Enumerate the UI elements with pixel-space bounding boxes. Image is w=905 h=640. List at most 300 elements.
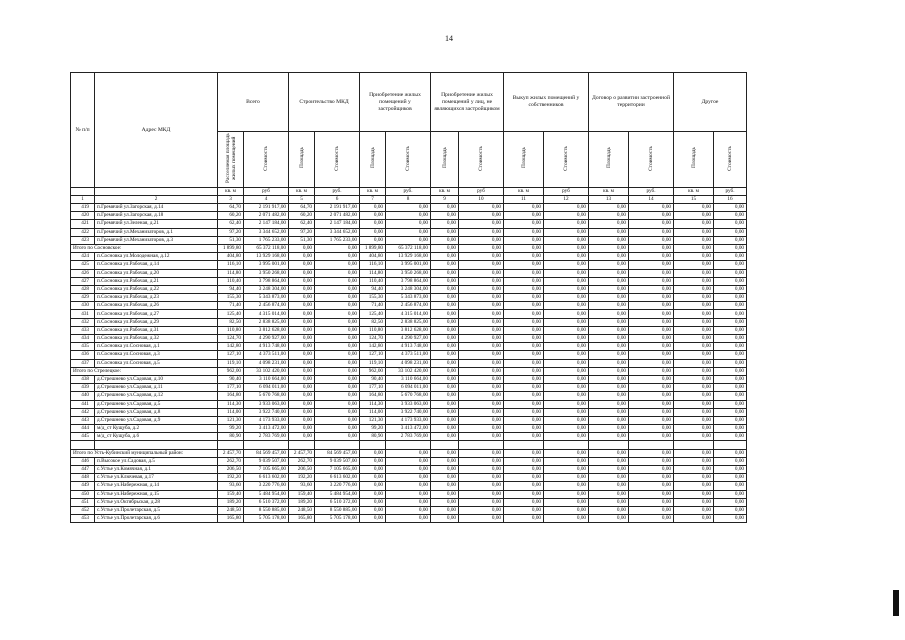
cell-value: 0,00 (431, 400, 459, 408)
cell-value: 3 950 268,00 (386, 269, 431, 277)
cell-value: 3 220 776,00 (315, 482, 360, 490)
cell-value: 0,00 (544, 302, 589, 310)
cell-value: 0,00 (315, 359, 360, 367)
cell-value: 0,00 (629, 367, 674, 375)
cell-value: 0,00 (504, 212, 544, 220)
cell-value: 0,00 (629, 400, 674, 408)
column-number: 10 (459, 196, 504, 204)
cell-value: 3 344 652,00 (244, 228, 289, 236)
cell-value: 0,00 (544, 335, 589, 343)
row-address: д.Стрешнево ул.Садовая, д.5 (95, 400, 218, 408)
cell-value: 0,00 (360, 466, 386, 474)
cell-value: 0,00 (589, 433, 629, 441)
table-row (71, 220, 747, 228)
row-number: 429 (71, 294, 95, 302)
cell-value: 0,00 (431, 449, 459, 457)
cell-value: 0,00 (431, 466, 459, 474)
row-number: 440 (71, 392, 95, 400)
row-address: д.Стрешнево ул.Садовая, д.9 (95, 416, 218, 424)
table-row (71, 204, 747, 212)
cell-value: 0,00 (459, 506, 504, 514)
cell-value: 0,00 (714, 449, 747, 457)
cell-value: 51,30 (289, 236, 315, 244)
cell-value: 0,00 (714, 261, 747, 269)
cell-value: 0,00 (544, 466, 589, 474)
column-number: 3 (218, 196, 244, 204)
row-number: 446 (71, 457, 95, 465)
cell-value: 4 290 927,00 (386, 335, 431, 343)
cell-value: 0,00 (589, 392, 629, 400)
cell-value: 1 899,80 (360, 244, 386, 252)
cell-value: 3 413 472,00 (244, 425, 289, 433)
cell-value: 4 315 014,00 (244, 310, 289, 318)
cell-value: 7 105 665,00 (315, 466, 360, 474)
cell-value: 0,00 (289, 244, 315, 252)
cell-value: 0,00 (504, 326, 544, 334)
cell-value: 0,00 (714, 294, 747, 302)
row-address: п.Сосновка ул.Сосновая, д.3 (95, 351, 218, 359)
cell-value: 0,00 (629, 408, 674, 416)
cell-value: 262,70 (289, 457, 315, 465)
cell-value: 962,00 (218, 367, 244, 375)
subheader-cost (459, 132, 504, 188)
cell-value: 0,00 (315, 425, 360, 433)
cell-value: 0,00 (504, 490, 544, 498)
header-group-buyout: Выкуп жилых помещений у собственников (504, 73, 589, 132)
total-label: Итого по Стрелецкое: (71, 367, 218, 375)
table-row (71, 490, 747, 498)
row-number: 449 (71, 482, 95, 490)
cell-value: 33 102 420,00 (244, 367, 289, 375)
subheader-cost (544, 132, 589, 188)
cell-value: 0,00 (629, 392, 674, 400)
subheader-cost (629, 132, 674, 188)
cell-value: 0,00 (589, 285, 629, 293)
subheader-label: Стоимость (727, 145, 733, 171)
cell-value: 1 765 233,00 (244, 236, 289, 244)
cell-value (459, 441, 504, 449)
cell-value: 3 812 628,00 (244, 326, 289, 334)
cell-value (289, 441, 315, 449)
unit-label: кв. м (589, 188, 629, 196)
table-row (71, 474, 747, 482)
cell-value: 2 191 917,00 (315, 204, 360, 212)
column-number: 12 (544, 196, 589, 204)
cell-value: 6 510 372,00 (244, 498, 289, 506)
unit-label: кв. м (431, 188, 459, 196)
cell-value: 90,40 (218, 375, 244, 383)
cell-value (544, 441, 589, 449)
cell-value: 0,00 (289, 253, 315, 261)
subheader-label: Стоимость (563, 145, 569, 171)
total-row (71, 367, 747, 375)
cell-value: 0,00 (289, 425, 315, 433)
cell-value: 94,40 (360, 285, 386, 293)
cell-value: 5 670 768,00 (244, 392, 289, 400)
housing-table-sheet (70, 72, 747, 523)
cell-value: 0,00 (674, 490, 714, 498)
cell-value: 3 922 740,00 (386, 408, 431, 416)
cell-value: 0,00 (386, 212, 431, 220)
header-group-non-developers: Приобретение жилых помещений у лиц, не являющихся застройщиком (431, 73, 504, 132)
subheader-cost (714, 132, 747, 188)
cell-value: 6 510 372,00 (315, 498, 360, 506)
cell-value: 0,00 (315, 433, 360, 441)
cell-value: 0,00 (504, 408, 544, 416)
cell-value: 0,00 (544, 384, 589, 392)
cell-value: 159,40 (218, 490, 244, 498)
cell-value: 0,00 (629, 285, 674, 293)
cell-value: 0,00 (315, 326, 360, 334)
cell-value: 0,00 (629, 498, 674, 506)
cell-value: 0,00 (459, 367, 504, 375)
cell-value (315, 441, 360, 449)
cell-value: 0,00 (544, 367, 589, 375)
table-row (71, 375, 747, 383)
cell-value: 0,00 (386, 474, 431, 482)
cell-value: 84 569 457,00 (315, 449, 360, 457)
cell-value: 0,00 (431, 416, 459, 424)
cell-value: 0,00 (544, 515, 589, 523)
cell-value: 0,00 (459, 285, 504, 293)
header-group-territory: Договор о развитии застроенной территории (589, 73, 674, 132)
subheader-label: Стоимость (478, 145, 484, 171)
cell-value: 0,00 (289, 302, 315, 310)
cell-value: 5 343 873,00 (386, 294, 431, 302)
cell-value: 99,20 (360, 425, 386, 433)
cell-value: 114,30 (360, 400, 386, 408)
cell-value: 2 147 184,00 (244, 220, 289, 228)
cell-value: 0,00 (544, 228, 589, 236)
cell-value: 4 315 014,00 (386, 310, 431, 318)
cell-value: 5 705 178,00 (244, 515, 289, 523)
cell-value: 0,00 (504, 302, 544, 310)
unit-label: руб (244, 188, 289, 196)
cell-value: 4 290 927,00 (244, 335, 289, 343)
cell-value: 0,00 (714, 277, 747, 285)
cell-value: 0,00 (289, 384, 315, 392)
cell-value: 0,00 (431, 310, 459, 318)
column-number: 1 (71, 196, 95, 204)
cell-value: 0,00 (386, 466, 431, 474)
cell-value: 0,00 (431, 236, 459, 244)
row-address: п.Сосновка ул.Рабочая, д.31 (95, 326, 218, 334)
cell-value (218, 441, 244, 449)
cell-value: 0,00 (289, 277, 315, 285)
units-row (71, 188, 747, 196)
row-number: 439 (71, 384, 95, 392)
cell-value: 0,00 (459, 277, 504, 285)
cell-value: 0,00 (589, 269, 629, 277)
cell-value: 51,30 (218, 236, 244, 244)
cell-value: 64,70 (289, 204, 315, 212)
subheader-area (360, 132, 386, 188)
cell-value: 0,00 (589, 457, 629, 465)
cell-value: 71,40 (360, 302, 386, 310)
header-address: Адрес МКД (95, 73, 218, 188)
cell-value: 0,00 (629, 425, 674, 433)
cell-value: 82,50 (360, 318, 386, 326)
cell-value: 0,00 (431, 220, 459, 228)
cell-value: 0,00 (504, 343, 544, 351)
cell-value: 0,00 (289, 433, 315, 441)
cell-value: 0,00 (674, 253, 714, 261)
table-row (71, 400, 747, 408)
cell-value: 2 457,70 (218, 449, 244, 457)
cell-value: 0,00 (589, 449, 629, 457)
column-number: 2 (95, 196, 218, 204)
cell-value: 0,00 (459, 449, 504, 457)
cell-value: 0,00 (360, 498, 386, 506)
total-label: Итого по Усть-Кубинский муниципальный район: (71, 449, 218, 457)
cell-value: 0,00 (589, 220, 629, 228)
cell-value (360, 441, 386, 449)
cell-value: 0,00 (544, 310, 589, 318)
subheader-label: Площадь (605, 147, 612, 169)
cell-value: 0,00 (504, 294, 544, 302)
cell-value: 0,00 (459, 466, 504, 474)
cell-value: 2 457,70 (289, 449, 315, 457)
table-row (71, 408, 747, 416)
cell-value: 0,00 (674, 408, 714, 416)
row-address: д.Стрешнево ул.Садовая, д.8 (95, 408, 218, 416)
cell-value: 0,00 (714, 392, 747, 400)
cell-value: 192,20 (289, 474, 315, 482)
subheader-area (674, 132, 714, 188)
row-number: 453 (71, 515, 95, 523)
cell-value: 0,00 (589, 253, 629, 261)
cell-value: 80,90 (218, 433, 244, 441)
cell-value: 0,00 (714, 302, 747, 310)
cell-value: 0,00 (315, 392, 360, 400)
subheader-label: Площадь (690, 147, 697, 169)
cell-value: 0,00 (504, 244, 544, 252)
row-address: с.Устье ул.Ключевая, д.17 (95, 474, 218, 482)
cell-value: 177,10 (218, 384, 244, 392)
cell-value: 0,00 (431, 425, 459, 433)
unit-label: руб (544, 188, 589, 196)
row-address: п.Сосновка ул.Рабочая, д.22 (95, 285, 218, 293)
cell-value: 0,00 (544, 474, 589, 482)
subheader-label: Площадь (441, 147, 448, 169)
cell-value: 121,30 (360, 416, 386, 424)
column-number: 11 (504, 196, 544, 204)
cell-value: 0,00 (431, 244, 459, 252)
cell-value: 0,00 (431, 261, 459, 269)
cell-value: 4 913 748,00 (244, 343, 289, 351)
cell-value: 0,00 (629, 294, 674, 302)
cell-value: 0,00 (589, 482, 629, 490)
unit-label: руб. (386, 188, 431, 196)
cell-value: 0,00 (386, 482, 431, 490)
cell-value: 248,50 (218, 506, 244, 514)
cell-value: 0,00 (544, 359, 589, 367)
cell-value: 0,00 (289, 359, 315, 367)
cell-value: 0,00 (504, 261, 544, 269)
cell-value: 0,00 (431, 474, 459, 482)
cell-value: 0,00 (386, 204, 431, 212)
cell-value: 2 783 769,00 (244, 433, 289, 441)
cell-value: 0,00 (504, 400, 544, 408)
row-number: 435 (71, 343, 95, 351)
cell-value: 0,00 (504, 236, 544, 244)
row-number: 428 (71, 285, 95, 293)
row-number: 432 (71, 318, 95, 326)
cell-value: 0,00 (544, 285, 589, 293)
units-blank (71, 188, 95, 196)
cell-value: 0,00 (714, 244, 747, 252)
cell-value: 65 372 118,00 (386, 244, 431, 252)
cell-value: 0,00 (431, 408, 459, 416)
cell-value: 0,00 (714, 384, 747, 392)
cell-value: 0,00 (386, 449, 431, 457)
column-number: 4 (244, 196, 289, 204)
table-row (71, 326, 747, 334)
total-label: Итого по Сосновское: (71, 244, 218, 252)
cell-value: 0,00 (589, 474, 629, 482)
cell-value: 0,00 (504, 474, 544, 482)
cell-value: 0,00 (431, 367, 459, 375)
cell-value: 110,80 (360, 326, 386, 334)
cell-value: 0,00 (589, 335, 629, 343)
cell-value: 0,00 (315, 269, 360, 277)
cell-value: 3 812 628,00 (386, 326, 431, 334)
cell-value: 0,00 (674, 384, 714, 392)
cell-value: 0,00 (459, 269, 504, 277)
cell-value: 33 102 420,00 (386, 367, 431, 375)
cell-value: 0,00 (674, 310, 714, 318)
row-address: м/д_ст Кущуба, д.6 (95, 433, 218, 441)
cell-value: 0,00 (674, 335, 714, 343)
row-address (95, 441, 218, 449)
unit-label: кв. м (504, 188, 544, 196)
table-row (71, 482, 747, 490)
row-address: п.Сосновка ул.Рабочая, д.23 (95, 294, 218, 302)
cell-value: 0,00 (629, 466, 674, 474)
cell-value: 99,20 (218, 425, 244, 433)
cell-value: 0,00 (674, 212, 714, 220)
cell-value: 0,00 (289, 326, 315, 334)
table-row (71, 277, 747, 285)
cell-value: 0,00 (431, 204, 459, 212)
cell-value: 0,00 (629, 310, 674, 318)
cell-value: 0,00 (589, 416, 629, 424)
cell-value: 119,10 (218, 359, 244, 367)
cell-value: 0,00 (589, 277, 629, 285)
cell-value: 0,00 (431, 335, 459, 343)
cell-value: 0,00 (544, 482, 589, 490)
cell-value: 0,00 (459, 384, 504, 392)
cell-value: 0,00 (544, 253, 589, 261)
cell-value: 0,00 (714, 310, 747, 318)
cell-value: 0,00 (386, 457, 431, 465)
cell-value: 0,00 (629, 416, 674, 424)
subheader-total-area (218, 132, 244, 188)
cell-value: 84 569 457,00 (244, 449, 289, 457)
cell-value: 0,00 (289, 400, 315, 408)
cell-value: 0,00 (315, 277, 360, 285)
cell-value: 0,00 (504, 359, 544, 367)
row-number: 438 (71, 375, 95, 383)
cell-value: 0,00 (289, 408, 315, 416)
cell-value: 1 899,80 (218, 244, 244, 252)
cell-value: 7 105 665,00 (244, 466, 289, 474)
row-number (71, 441, 95, 449)
cell-value: 0,00 (360, 490, 386, 498)
cell-value (504, 441, 544, 449)
cell-value: 0,00 (289, 343, 315, 351)
cell-value: 0,00 (315, 367, 360, 375)
table-row (71, 515, 747, 523)
cell-value: 3 220 776,00 (244, 482, 289, 490)
cell-value: 0,00 (431, 392, 459, 400)
cell-value: 0,00 (544, 294, 589, 302)
cell-value: 142,80 (218, 343, 244, 351)
cell-value: 0,00 (544, 375, 589, 383)
cell-value: 0,00 (714, 515, 747, 523)
row-address: п.Сосновка ул.Рабочая, д.21 (95, 277, 218, 285)
cell-value: 0,00 (714, 285, 747, 293)
cell-value: 0,00 (629, 343, 674, 351)
row-number: 441 (71, 400, 95, 408)
cell-value: 0,00 (504, 482, 544, 490)
cell-value: 0,00 (544, 351, 589, 359)
cell-value: 0,00 (714, 359, 747, 367)
cell-value: 0,00 (289, 351, 315, 359)
cell-value: 116,10 (218, 261, 244, 269)
subheader-cost (386, 132, 431, 188)
cell-value: 0,00 (459, 310, 504, 318)
cell-value: 0,00 (674, 244, 714, 252)
row-address: с.Устье ул.Комячная, д.1 (95, 466, 218, 474)
cell-value (386, 441, 431, 449)
cell-value: 0,00 (589, 359, 629, 367)
cell-value: 0,00 (589, 326, 629, 334)
cell-value: 0,00 (674, 228, 714, 236)
cell-value: 0,00 (674, 343, 714, 351)
cell-value: 0,00 (714, 375, 747, 383)
cell-value: 93,60 (289, 482, 315, 490)
cell-value: 0,00 (431, 212, 459, 220)
cell-value: 0,00 (629, 359, 674, 367)
cell-value: 60,20 (218, 212, 244, 220)
cell-value: 114,80 (360, 269, 386, 277)
row-address: п.Высокое ул.Садовая, д.5 (95, 457, 218, 465)
cell-value: 0,00 (674, 506, 714, 514)
cell-value: 0,00 (629, 457, 674, 465)
cell-value: 0,00 (674, 416, 714, 424)
cell-value: 0,00 (289, 318, 315, 326)
cell-value: 0,00 (629, 220, 674, 228)
cell-value: 0,00 (360, 515, 386, 523)
column-number: 9 (431, 196, 459, 204)
cell-value: 97,20 (289, 228, 315, 236)
cell-value: 0,00 (544, 244, 589, 252)
cell-value: 0,00 (459, 498, 504, 506)
cell-value: 0,00 (504, 220, 544, 228)
cell-value: 0,00 (674, 515, 714, 523)
cell-value: 4 098 231,00 (244, 359, 289, 367)
cell-value: 0,00 (504, 433, 544, 441)
cell-value: 0,00 (674, 466, 714, 474)
cell-value: 0,00 (714, 425, 747, 433)
cell-value: 0,00 (504, 310, 544, 318)
cell-value: 0,00 (544, 498, 589, 506)
cell-value: 97,20 (218, 228, 244, 236)
row-address: п.Сосновка ул.Сосновая, д.1 (95, 343, 218, 351)
cell-value: 0,00 (714, 400, 747, 408)
cell-value: 93,60 (218, 482, 244, 490)
